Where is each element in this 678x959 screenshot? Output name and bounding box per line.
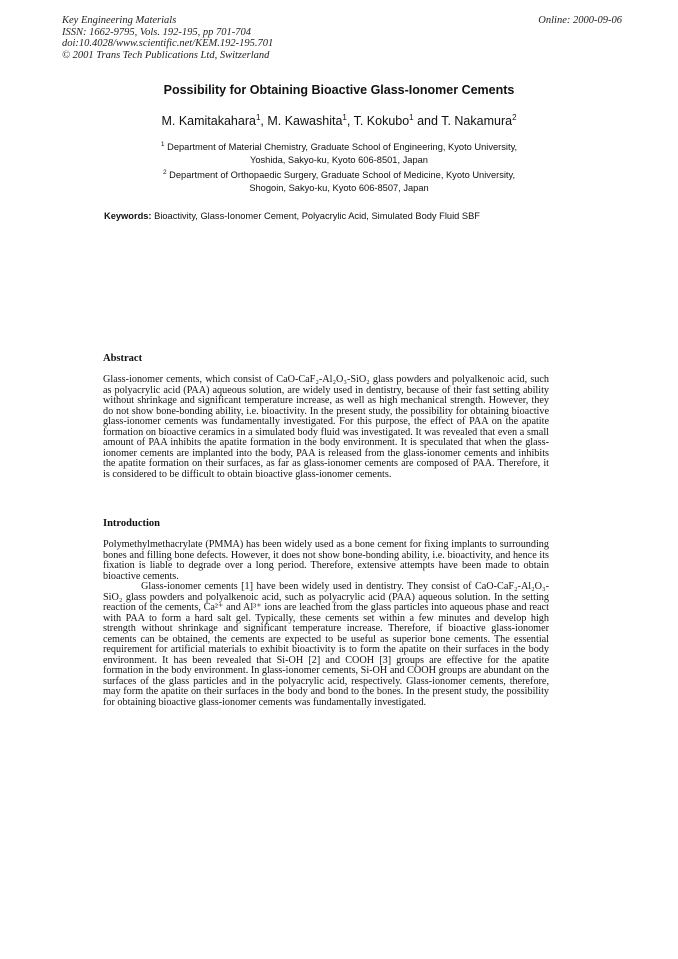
issn-line: ISSN: 1662-9795, Vols. 192-195, pp 701-704 (62, 26, 251, 38)
introduction-paragraph: Glass-ionomer cements [1] have been widely used in dentistry. They consist of CaO-CaF₂-Al₂O₃-SiO₂ glass powders and polyalkenoic acid, such as polyacrylic acid (PAA) aqueous solution. In the setting reaction of the cements, Ca²⁺ and Al³⁺ ions are leached from the glass particles into aqueous phase and react with PAA to form a hard salt gel. Typically, these cements set within a few minutes and develop high strength without shrinkage and significant temperature increase. Therefore, if bioactive glass-ionomer cements can be obtained, the cements are expected to be useful as superior bone cements. The essential requirement for artificial materials to exhibit bioactivity is to form the apatite on their surfaces in the body environment. It has been revealed that Si-OH [2] and COOH [3] groups are effective for the apatite formation in the body environment. In glass-ionomer cements, Si-OH and COOH groups are abundant on the surfaces of the glass particles and in the polyacrylic acid, respectively. Glass-ionomer cements, therefore, may form the apatite on their surfaces in the body and bond to the bones. In the present study, the possibility for obtaining bioactive glass-ionomer cements was fundamentally investigated. (103, 581, 549, 708)
paper-title: Possibility for Obtaining Bioactive Glass-Ionomer Cements (163, 83, 515, 97)
affiliation-line: Department of Orthopaedic Surgery, Graduate School of Medicine, Kyoto University, (169, 170, 516, 181)
author-name: T. Kokubo (353, 114, 410, 129)
author-name: M. Kawashita (267, 114, 343, 129)
abstract-text: Glass-ionomer cements, which consist of CaO-CaF₂-Al₂O₃-SiO₂ glass powders and polyalkenoic acid, such as polyacrylic acid (PAA) aqueous solution, are widely used in dentistry, because of their fast setting ability without shrinkage and significant temperature increase, as well as high mechanical strength. However, they do not show bone-bonding ability, i.e. bioactivity. In the present study, the possibility for obtaining bioactive glass-ionomer cements was fundamentally investigated. For this purpose, the effect of PAA on the apatite formation on bioactive ceramics in a simulated body fluid was investigated. It was revealed that even a small amount of PAA inhibits the apatite formation in the body environment. It is speculated that when the glass-ionomer cements are implanted into the body, PAA is released from the glass-ionomer cements and inhibits the apatite formation on their surfaces, as far as glass-ionomer cements are composed of PAA. Therefore, it is considered to be difficult to obtain bioactive glass-ionomer cements. (103, 374, 549, 480)
journal-name: Key Engineering Materials (62, 15, 177, 26)
introduction-paragraph: Polymethylmethacrylate (PMMA) has been widely used as a bone cement for fixing implants to surrounding bones and filling bone defects. However, it does not show bone-bonding ability, i.e. bioactivity, and hence its fixation is liable to degrade over a long period. Therefore, extensive attempts have been made to obtain bioactive cements. (103, 539, 549, 582)
author-affiliation-mark: 1 (255, 113, 261, 122)
author-name: M. Kamitakahara (161, 114, 256, 129)
introduction-heading: Introduction (103, 518, 160, 529)
affiliation-address: Shogoin, Sakyo-ku, Kyoto 606-8507, Japan (249, 182, 429, 193)
abstract-heading: Abstract (103, 353, 143, 364)
doi-line: doi:10.4028/www.scientific.net/KEM.192-195.701 (62, 38, 274, 49)
author-affiliation-mark: 1 (342, 113, 347, 122)
keywords (104, 211, 584, 221)
author-list: M. Kamitakahara$^1$, M. Kawashita$^1$, T. Kokubo$^1$ and T. Nakamura$^2$ (161, 113, 517, 129)
author-affiliation-mark: 1 (409, 113, 414, 122)
affiliation-2: $^2$ Department of Orthopaedic Surgery, Graduate School of Medicine, Kyoto University, Shogoin, Sakyo-ku, Kyoto 606-8507, Japan (0, 167, 678, 194)
running-header (62, 15, 622, 61)
copyright-line: © 2001 Trans Tech Publications Ltd, Switzerland (62, 49, 270, 61)
keywords-text: Bioactivity, Glass-Ionomer Cement, Polyacrylic Acid, Simulated Body Fluid SBF (154, 211, 480, 221)
author-affiliation-mark: 2 (512, 113, 517, 122)
affiliation-address: Yoshida, Sakyo-ku, Kyoto 606-8501, Japan (250, 154, 428, 165)
keywords-label: Keywords: (104, 211, 152, 221)
online-date: Online: 2000-09-06 (538, 15, 622, 26)
author-name: T. Nakamura (441, 114, 513, 129)
introduction-body (103, 540, 549, 708)
affiliation-1: $^1$ Department of Material Chemistry, Graduate School of Engineering, Kyoto University, Yoshida, Sakyo-ku, Kyoto 606-8501, Japan (0, 139, 678, 166)
affiliation-line: Department of Material Chemistry, Graduate School of Engineering, Kyoto University, (167, 142, 518, 153)
